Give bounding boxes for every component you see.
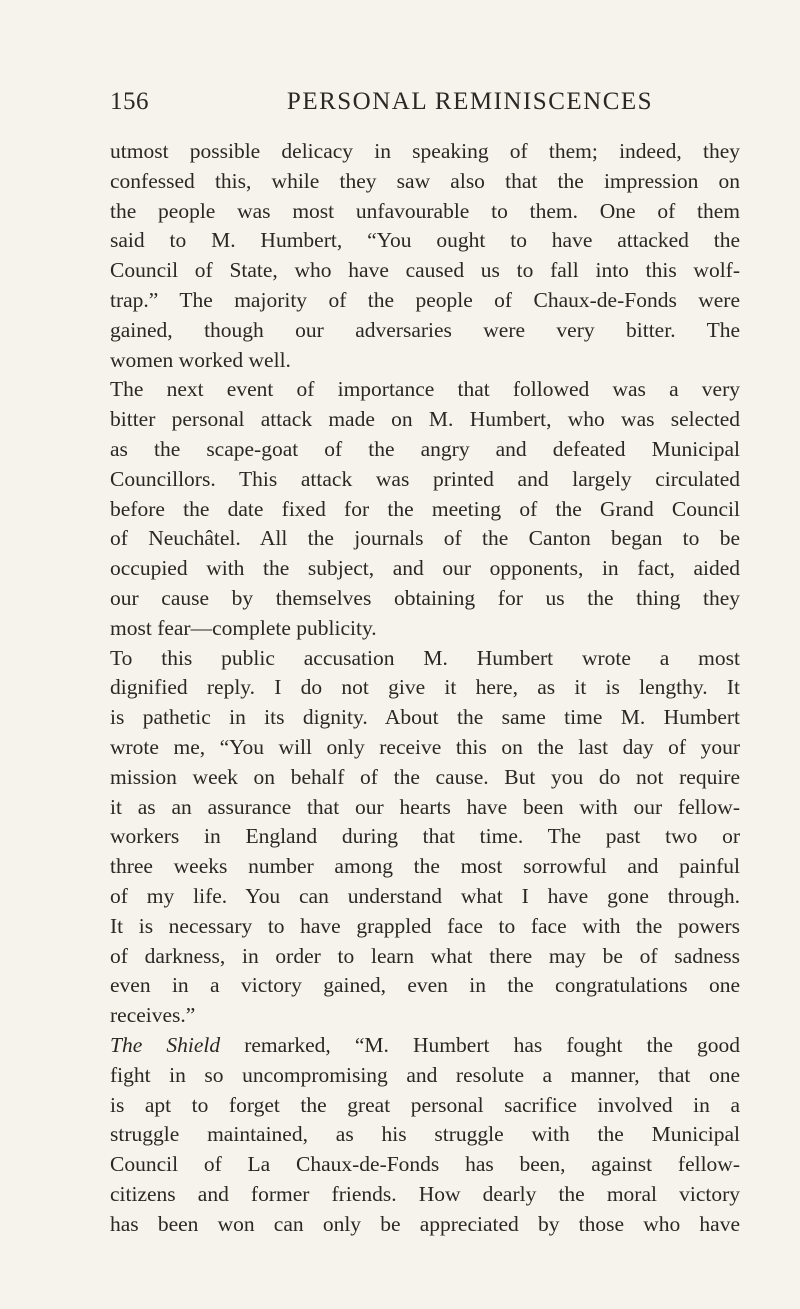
text-line: fight in so uncompromising and resolute a manner, that one [110, 1062, 740, 1087]
text-line: has been won can only be appreciated by those who have [110, 1211, 740, 1236]
text-line: dignified reply. I do not give it here, as it is lengthy. It [110, 675, 740, 700]
text-line: mission week on behalf of the cause. But you do not require [110, 764, 740, 789]
text-line: the people was most unfavourable to them. One of them [110, 198, 740, 223]
running-title: PERSONAL REMINISCENCES [286, 88, 654, 115]
text-line-with-title [110, 1031, 740, 1061]
text-line: utmost possible delicacy in speaking of them; indeed, they [110, 139, 740, 163]
text-line: It is necessary to have grappled face to face with the powers [110, 913, 740, 938]
text-line: Councillors. This attack was printed and largely circulated [110, 466, 740, 491]
text-line: The next event of importance that followed was a very [110, 377, 740, 402]
text-line: Council of La Chaux-de-Fonds has been, against fellow- [110, 1152, 740, 1177]
text-line: of my life. You can understand what I have gone through. [110, 883, 740, 908]
text-line: of darkness, in order to learn what there may be of sadness [110, 943, 740, 968]
text-line: occupied with the subject, and our opponents, in fact, aided [110, 556, 740, 581]
text-line: Council of State, who have caused us to fall into this wolf- [110, 258, 740, 283]
text-fragment: remarked, “M. Humbert has fought the good [220, 1032, 740, 1057]
text-line: said to M. Humbert, “You ought to have attacked the [110, 228, 740, 253]
text-line: To this public accusation M. Humbert wrote a most [110, 645, 740, 670]
text-line: bitter personal attack made on M. Humbert, who was selected [110, 407, 740, 432]
text-line: receives.” [110, 1003, 196, 1028]
text-line: most fear—complete publicity. [110, 615, 377, 640]
text-line: as the scape-goat of the angry and defeated Municipal [110, 436, 740, 461]
text-line: before the date fixed for the meeting of the Grand Council [110, 496, 740, 521]
text-line: three weeks number among the most sorrowful and painful [110, 854, 740, 879]
text-line: women worked well. [110, 347, 291, 372]
body-text [110, 137, 740, 1239]
page-number: 156 [110, 88, 149, 115]
text-line: of Neuchâtel. All the journals of the Canton began to be [110, 526, 740, 551]
text-line: trap.” The majority of the people of Chaux-de-Fonds were [110, 287, 740, 312]
text-line: it as an assurance that our hearts have been with our fellow- [110, 794, 740, 819]
text-line: citizens and former friends. How dearly the moral victory [110, 1181, 740, 1206]
text-line: even in a victory gained, even in the congratulations one [110, 973, 740, 998]
text-line: our cause by themselves obtaining for us the thing they [110, 585, 740, 610]
text-line: struggle maintained, as his struggle with the Municipal [110, 1122, 740, 1147]
text-line: confessed this, while they saw also that the impression on [110, 168, 740, 193]
page-header [110, 88, 740, 122]
text-line: is pathetic in its dignity. About the same time M. Humbert [110, 705, 740, 730]
periodical-title: The Shield [110, 1032, 221, 1057]
text-line: workers in England during that time. The past two or [110, 824, 740, 849]
text-line: is apt to forget the great personal sacrifice involved in a [110, 1092, 740, 1117]
text-line: gained, though our adversaries were very bitter. The [110, 317, 740, 342]
text-line: wrote me, “You will only receive this on the last day of your [110, 734, 740, 759]
